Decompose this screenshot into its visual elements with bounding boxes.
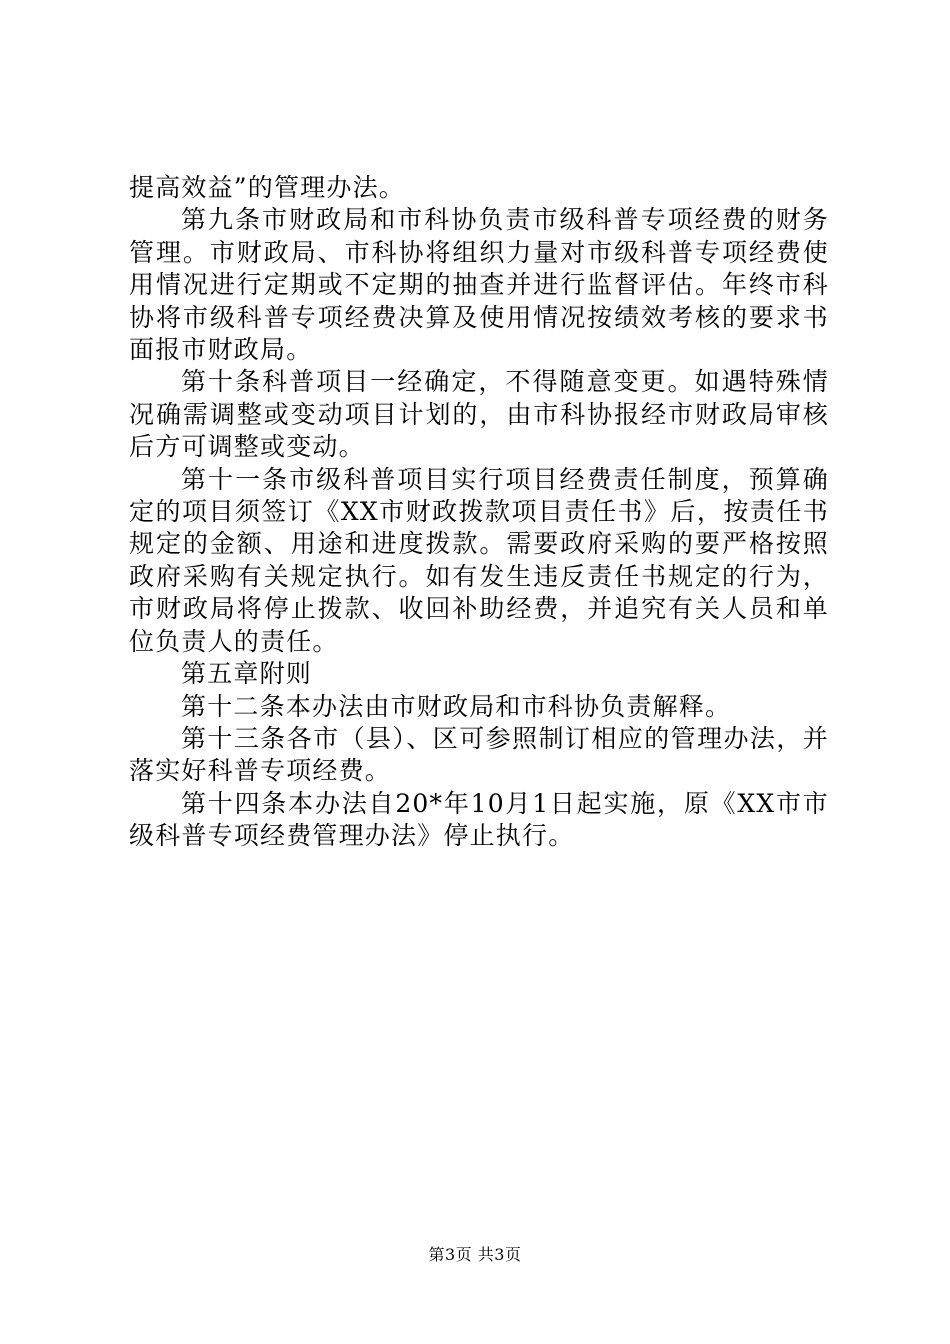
chapter-heading: 第五章附则 (181, 659, 313, 689)
paragraph-article-11: 第十一条市级科普项目实行项目经费责任制度，预算确定的项目须签订《XX市财政拨款项目责任书》后，按责任书规定的金额、用途和进度拨款。需要政府采购的要严格按照政府采购有关规定执行。如有发生违反责任书规定的行为，市财政局将停止拨款、收回补助经费，并追究有关人员和单位负责人的责任。 (129, 464, 829, 656)
document-body (129, 172, 829, 853)
paragraph-article-12: 第十二条本办法由市财政局和市科协负责解释。 (181, 691, 732, 721)
paragraph-article-9: 第九条市财政局和市科协负责市级科普专项经费的财务管理。市财政局、市科协将组织力量对市级科普专项经费使用情况进行定期或不定期的抽查并进行监督评估。年终市科协将市级科普专项经费决算及使用情况按绩效考核的要求书面报市财政局。 (129, 205, 829, 365)
paragraph-article-14: 第十四条本办法自20*年10月1日起实施，原《XX市市级科普专项经费管理办法》停止执行。 (129, 788, 829, 851)
page-number: 第3页 共3页 (428, 1245, 522, 1264)
paragraph-article-10: 第十条科普项目一经确定，不得随意变更。如遇特殊情况确需调整或变动项目计划的，由市科协报经市财政局审核后方可调整或变动。 (129, 367, 829, 462)
paragraph-continuation: 提高效益”的管理办法。 (129, 173, 405, 202)
paragraph-article-13: 第十三条各市（县）、区可参照制订相应的管理办法，并落实好科普专项经费。 (129, 723, 829, 786)
page-footer (0, 1244, 950, 1266)
